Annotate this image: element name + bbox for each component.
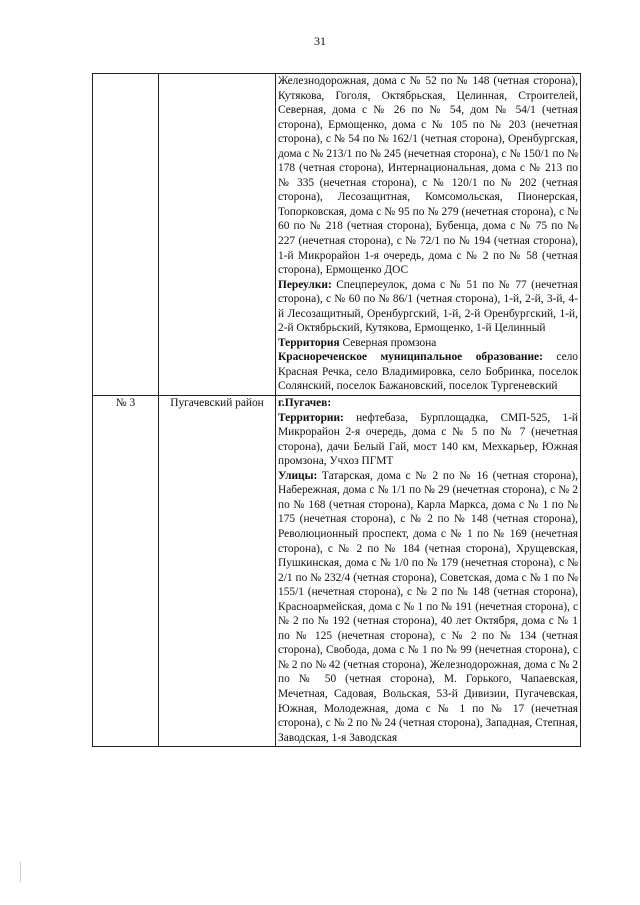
paragraph-text: село Красная Речка, село Владимировка, село Бобринка, поселок Солянский, поселок Бажановский, поселок Тургеневский: [278, 351, 578, 393]
paragraph-text: Спецпереулок, дома с № 51 по № 77 (нечетная сторона), с № 60 по № 86/1 (четная сторона), 1-й, 2-й, 3-й, 4-й Лесозащитный, Оренбургский, 1-й, 2-й Оренбургский, 1-й, 2-й Октябрьский, Кутякова, Ермощенко, 1-й Целинный: [278, 278, 578, 335]
city-heading: [278, 396, 578, 411]
page-number: 31: [314, 34, 326, 48]
streets-paragraph: [278, 469, 578, 745]
district-name-cell: Пугачевский район: [159, 396, 276, 747]
paragraph-text: Железнодорожная, дома с № 52 по № 148 (четная сторона), Кутякова, Гоголя, Октябрьская, Целинная, Строителей, Северная, дома с № 26 по № 54, дом № 54/1 (четная сторона), Ермощенко, дома с № 105 по № 203 (нечетная сторона), с № 54 по № 162/1 (четная сторона), Оренбургская, дома с № 213/1 по № 245 (нечетная сторона), с № 150/1 по № 178 (четная сторона), Интернациональная, дома с № 213 по № 335 (нечетная сторона), с № 120/1 по № 202 (четная сторона), Лесозащитная, Комсомольская, Пионерская, Топорковская, дома с № 95 по № 279 (нечетная сторона), с № 60 по № 218 (четная сторона), Бубенца, дома с № 75 по № 227 (нечетная сторона), с № 72/1 по № 194 (четная сторона), 1-й Микрорайон 1-я очередь, дома с № 2 по № 58 (четная сторона), Ермощенко ДОС: [278, 75, 578, 277]
streets-continued-paragraph: [278, 74, 578, 278]
district-name-cell: [159, 74, 276, 396]
districts-table: [92, 73, 581, 747]
district-description-cell: [276, 74, 581, 396]
municipality-paragraph: [278, 350, 578, 394]
paragraph-label: Переулки:: [278, 278, 332, 291]
paragraph-text: Татарская, дома с № 2 по № 16 (четная сторона), Набережная, дома с № 1/1 по № 29 (нечетная сторона), с № 2 по № 168 (четная сторона), Карла Маркса, дома с № 1 по № 175 (нечетная сторона), с № 2 по № 148 (четная сторона), Революционный проспект, дома с № 1 по № 169 (нечетная сторона), с № 2 по № 184 (четная сторона), Хрущевская, Пушкинская, дома с № 1/0 по № 179 (нечетная сторона), с № 2/1 по № 232/4 (четная сторона), Советская, дома с № 1 по № 155/1 (нечетная сторона), с № 2 по № 148 (четная сторона), Красноармейская, дома с № 1 по № 191 (нечетная сторона), с № 2 по № 192 (четная сторона), 40 лет Октября, дома с № 1 по № 125 (нечетная сторона), с № 2 по № 134 (четная сторона), Свобода, дома с № 1 по № 99 (нечетная сторона), с № 2 по № 42 (четная сторона), Железнодорожная, дома с № 2 по № 50 (четная сторона), М. Горького, Чапаевская, Мечетная, Садовая, Вольская, 53-й Дивизии, Пугачевская, Южная, Молодежная, дома с № 1 по № 17 (нечетная сторона), с № 2 по № 24 (четная сторона), Западная, Степная, Заводская, 1-я Заводская: [278, 469, 578, 744]
territories-paragraph: [278, 411, 578, 469]
table-row: [93, 74, 581, 396]
paragraph-text: нефтебаза, Бурплощадка, СМП-525, 1-й Микрорайон 2-я очередь, дома с № 5 по № 7 (нечетная сторона), дачи Белый Гай, мост 140 км, Мехкарьер, Южная промзона, Учхоз ПГМТ: [278, 411, 578, 468]
scan-edge-mark: [20, 862, 21, 882]
paragraph-label: г.Пугачев:: [278, 397, 332, 410]
table-row: [93, 396, 581, 747]
district-description-cell: [276, 396, 581, 747]
paragraph-text: Северная промзона: [339, 336, 437, 349]
lanes-paragraph: [278, 278, 578, 336]
district-number-cell: [93, 74, 159, 396]
paragraph-label: Краснореченское муниципальное образование:: [278, 351, 543, 364]
territory-paragraph: [278, 336, 578, 351]
paragraph-label: Территории:: [278, 411, 344, 424]
paragraph-label: Улицы:: [278, 469, 318, 482]
district-number-cell: № 3: [93, 396, 159, 747]
paragraph-label: Территория: [278, 336, 340, 349]
